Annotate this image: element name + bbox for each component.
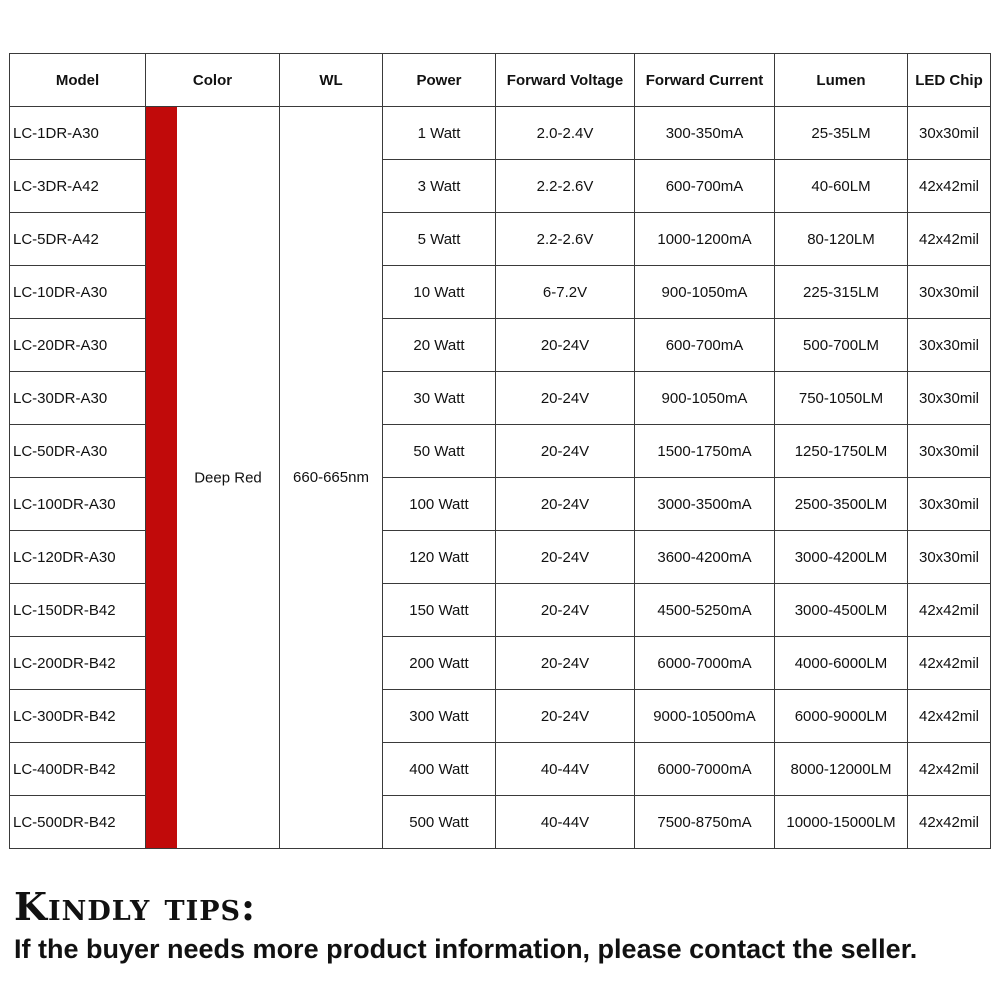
power-cell: 3 Watt [383,160,496,213]
voltage-cell: 20-24V [496,531,635,584]
current-cell: 900-1050mA [635,372,775,425]
lumen-cell: 3000-4200LM [775,531,908,584]
model-cell: LC-300DR-B42 [10,690,146,743]
led-chip-cell: 30x30mil [908,319,991,372]
current-cell: 6000-7000mA [635,743,775,796]
header-wl: WL [280,54,383,107]
voltage-cell: 2.2-2.6V [496,213,635,266]
led-chip-cell: 30x30mil [908,266,991,319]
model-cell: LC-20DR-A30 [10,319,146,372]
lumen-cell: 1250-1750LM [775,425,908,478]
model-cell: LC-120DR-A30 [10,531,146,584]
model-cell: LC-500DR-B42 [10,796,146,849]
voltage-cell: 20-24V [496,637,635,690]
lumen-cell: 25-35LM [775,107,908,160]
model-cell: LC-400DR-B42 [10,743,146,796]
voltage-cell: 20-24V [496,478,635,531]
lumen-cell: 40-60LM [775,160,908,213]
tips-title: Kindly tips: [14,884,257,929]
color-name: Deep Red [194,469,262,486]
color-swatch [146,107,177,848]
lumen-cell: 3000-4500LM [775,584,908,637]
model-cell: LC-5DR-A42 [10,213,146,266]
current-cell: 600-700mA [635,160,775,213]
power-cell: 20 Watt [383,319,496,372]
model-cell: LC-50DR-A30 [10,425,146,478]
color-cell [146,107,280,849]
led-chip-cell: 42x42mil [908,637,991,690]
current-cell: 4500-5250mA [635,584,775,637]
spec-table [9,53,991,849]
model-cell: LC-3DR-A42 [10,160,146,213]
table-body [10,107,991,849]
table-row [10,107,991,160]
current-cell: 7500-8750mA [635,796,775,849]
led-chip-cell: 42x42mil [908,584,991,637]
current-cell: 3600-4200mA [635,531,775,584]
power-cell: 50 Watt [383,425,496,478]
wavelength-cell: 660-665nm [280,107,383,849]
voltage-cell: 40-44V [496,743,635,796]
header-forward-current: Forward Current [635,54,775,107]
lumen-cell: 500-700LM [775,319,908,372]
lumen-cell: 80-120LM [775,213,908,266]
power-cell: 400 Watt [383,743,496,796]
current-cell: 300-350mA [635,107,775,160]
header-color: Color [146,54,280,107]
led-chip-cell: 30x30mil [908,478,991,531]
current-cell: 3000-3500mA [635,478,775,531]
model-cell: LC-1DR-A30 [10,107,146,160]
power-cell: 200 Watt [383,637,496,690]
lumen-cell: 10000-15000LM [775,796,908,849]
current-cell: 900-1050mA [635,266,775,319]
current-cell: 6000-7000mA [635,637,775,690]
model-cell: LC-100DR-A30 [10,478,146,531]
led-chip-cell: 30x30mil [908,531,991,584]
header-led-chip: LED Chip [908,54,991,107]
lumen-cell: 4000-6000LM [775,637,908,690]
lumen-cell: 2500-3500LM [775,478,908,531]
current-cell: 1500-1750mA [635,425,775,478]
power-cell: 1 Watt [383,107,496,160]
voltage-cell: 20-24V [496,690,635,743]
voltage-cell: 6-7.2V [496,266,635,319]
led-chip-cell: 30x30mil [908,107,991,160]
power-cell: 30 Watt [383,372,496,425]
power-cell: 150 Watt [383,584,496,637]
voltage-cell: 20-24V [496,319,635,372]
voltage-cell: 2.2-2.6V [496,160,635,213]
power-cell: 500 Watt [383,796,496,849]
model-cell: LC-200DR-B42 [10,637,146,690]
model-cell: LC-10DR-A30 [10,266,146,319]
led-chip-cell: 30x30mil [908,372,991,425]
power-cell: 120 Watt [383,531,496,584]
lumen-cell: 225-315LM [775,266,908,319]
table-header-row [10,54,991,107]
led-chip-cell: 30x30mil [908,425,991,478]
model-cell: LC-30DR-A30 [10,372,146,425]
led-chip-cell: 42x42mil [908,743,991,796]
led-chip-cell: 42x42mil [908,213,991,266]
voltage-cell: 2.0-2.4V [496,107,635,160]
header-power: Power [383,54,496,107]
current-cell: 1000-1200mA [635,213,775,266]
voltage-cell: 40-44V [496,796,635,849]
tips-text: If the buyer needs more product information, please contact the seller. [14,934,918,964]
power-cell: 10 Watt [383,266,496,319]
header-forward-voltage: Forward Voltage [496,54,635,107]
model-cell: LC-150DR-B42 [10,584,146,637]
voltage-cell: 20-24V [496,372,635,425]
power-cell: 300 Watt [383,690,496,743]
voltage-cell: 20-24V [496,584,635,637]
lumen-cell: 8000-12000LM [775,743,908,796]
led-chip-cell: 42x42mil [908,160,991,213]
lumen-cell: 750-1050LM [775,372,908,425]
header-model: Model [10,54,146,107]
power-cell: 100 Watt [383,478,496,531]
current-cell: 600-700mA [635,319,775,372]
header-lumen: Lumen [775,54,908,107]
current-cell: 9000-10500mA [635,690,775,743]
led-chip-cell: 42x42mil [908,690,991,743]
led-chip-cell: 42x42mil [908,796,991,849]
power-cell: 5 Watt [383,213,496,266]
lumen-cell: 6000-9000LM [775,690,908,743]
voltage-cell: 20-24V [496,425,635,478]
